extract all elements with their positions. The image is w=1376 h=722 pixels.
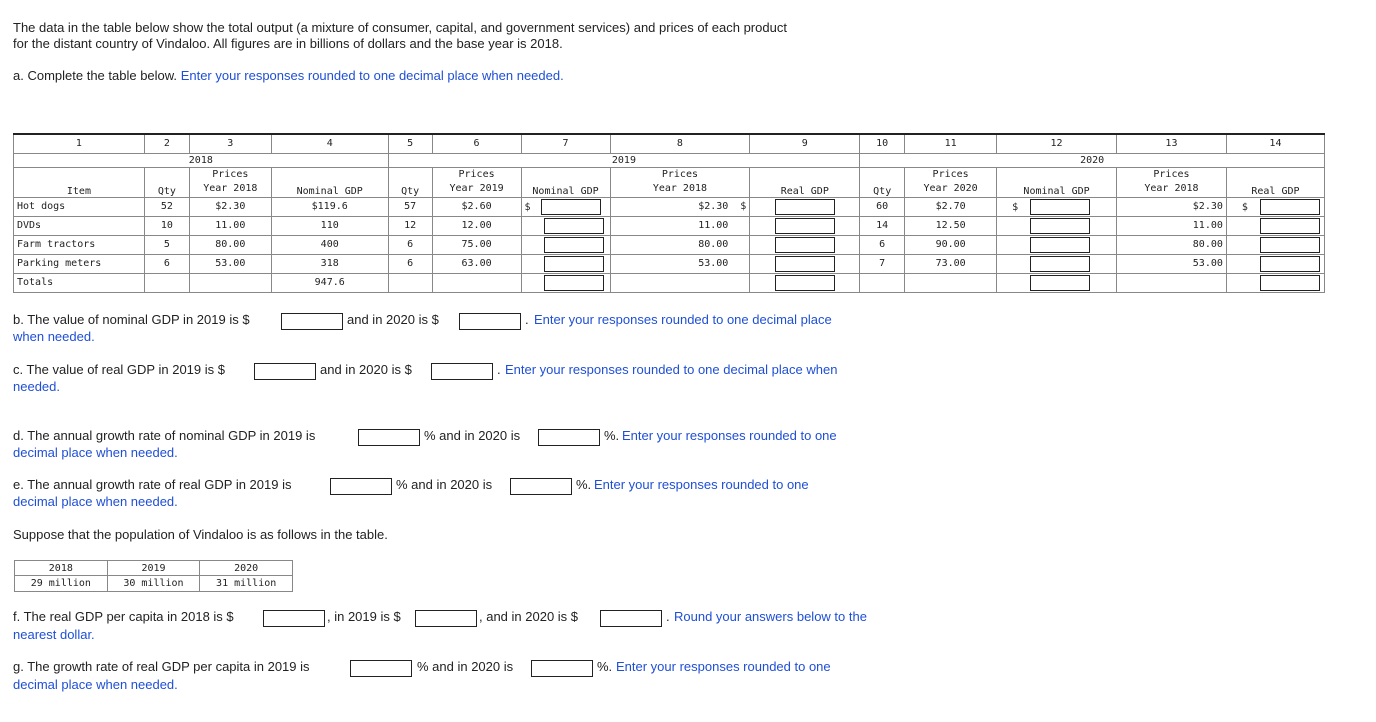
part-e-instruction-2: decimal place when needed. [13, 494, 178, 509]
col-number: 14 [1226, 134, 1324, 153]
population-table [14, 560, 293, 592]
total-nominal-gdp-2020-input[interactable] [1030, 275, 1090, 291]
real-gdp-2019-cell [750, 235, 860, 254]
population-year: 2020 [200, 561, 293, 576]
real-gdp-2019-cell [750, 216, 860, 235]
nominal-gdp-2020-input[interactable] [1030, 237, 1090, 253]
part-d-instruction-2: decimal place when needed. [13, 445, 178, 460]
nominal-gdp-2019-cell [521, 235, 610, 254]
population-year: 2018 [15, 561, 108, 576]
total-nominal-gdp-2019-input[interactable] [544, 275, 604, 291]
price-2018: $2.30 [189, 197, 271, 216]
qty-2018: 10 [144, 216, 189, 235]
price-2018-b: 11.00 [610, 216, 750, 235]
part-f-prefix: f. The real GDP per capita in 2018 is $ [13, 609, 234, 624]
table-row [14, 235, 1325, 254]
part-c-suffix: . [497, 362, 501, 377]
part-f-mid1: , in 2019 is $ [327, 609, 401, 624]
price-2020: 90.00 [905, 235, 997, 254]
price-2018: 53.00 [189, 254, 271, 273]
totals-label: Totals [14, 273, 145, 292]
col-number: 5 [388, 134, 432, 153]
qty-2018: 5 [144, 235, 189, 254]
col-number: 6 [432, 134, 521, 153]
gdp-table [13, 133, 1325, 293]
total-real-gdp-2020-input[interactable] [1260, 275, 1320, 291]
nominal-gdp-2018: 318 [271, 254, 388, 273]
col-number: 3 [189, 134, 271, 153]
year-group-2018: 2018 [14, 153, 389, 167]
nominal-gdp-2018: 400 [271, 235, 388, 254]
qty-2019: 6 [388, 235, 432, 254]
price-2018: 80.00 [189, 235, 271, 254]
table-row [14, 216, 1325, 235]
real-growth-2020-answer[interactable] [510, 478, 572, 495]
item-name: Hot dogs [14, 197, 145, 216]
nominal-gdp-2020-cell: $ [997, 197, 1117, 216]
intro-line-2: for the distant country of Vindaloo. All figures are in billions of dollars and the base year is 2018. [13, 36, 563, 51]
part-b-prefix: b. The value of nominal GDP in 2019 is $ [13, 312, 250, 327]
header-prices-2020: Prices Year 2020 [905, 167, 997, 197]
part-d-middle: % and in 2020 is [424, 428, 521, 443]
part-g-instruction-1: Enter your responses rounded to one [616, 659, 831, 674]
nominal-gdp-2019-input[interactable] [544, 218, 604, 234]
part-d-instruction-1: Enter your responses rounded to one [622, 428, 837, 443]
qty-2019: 12 [388, 216, 432, 235]
nominal-gdp-2020-cell [997, 235, 1117, 254]
part-a-label [13, 67, 564, 84]
price-2018-b: 53.00 [610, 254, 750, 273]
header-qty: Qty [388, 167, 432, 197]
price-2020: 12.50 [905, 216, 997, 235]
price-2018-c: 11.00 [1117, 216, 1227, 235]
part-b-middle: and in 2020 is $ [347, 312, 439, 327]
part-c-middle: and in 2020 is $ [320, 362, 412, 377]
nominal-gdp-2020-input[interactable] [1030, 199, 1090, 215]
population-intro: Suppose that the population of Vindaloo is as follows in the table. [13, 527, 388, 542]
real-gdp-2019-cell [750, 254, 860, 273]
price-2019: $2.60 [432, 197, 521, 216]
part-g-instruction-2: decimal place when needed. [13, 677, 178, 692]
year-group-2020: 2020 [860, 153, 1325, 167]
price-2018-c: 53.00 [1117, 254, 1227, 273]
total-real-gdp-2020-cell [1226, 273, 1324, 292]
price-2019: 63.00 [432, 254, 521, 273]
price-2019: 12.00 [432, 216, 521, 235]
part-c-instruction-1: Enter your responses rounded to one decimal place when [505, 362, 838, 377]
population-value: 30 million [107, 576, 200, 592]
nominal-gdp-2020-answer[interactable] [459, 313, 521, 330]
header-nominal-gdp: Nominal GDP [997, 167, 1117, 197]
real-gdp-2020-cell [1226, 235, 1324, 254]
nominal-gdp-2020-input[interactable] [1030, 256, 1090, 272]
part-f-instruction-1: Round your answers below to the [674, 609, 867, 624]
qty-2020: 6 [860, 235, 905, 254]
qty-2018: 6 [144, 254, 189, 273]
header-real-gdp: Real GDP [1226, 167, 1324, 197]
col-number: 10 [860, 134, 905, 153]
table-row [14, 197, 1325, 216]
qty-2019: 6 [388, 254, 432, 273]
year-group-2019: 2019 [388, 153, 860, 167]
table-row [14, 254, 1325, 273]
header-prices-2018: Prices Year 2018 [610, 167, 750, 197]
price-2018: 11.00 [189, 216, 271, 235]
price-2018-c: 80.00 [1117, 235, 1227, 254]
price-2018-c: $2.30 [1117, 197, 1227, 216]
header-prices-2018: Prices Year 2018 [189, 167, 271, 197]
nominal-gdp-2019-input[interactable] [544, 256, 604, 272]
item-name: Farm tractors [14, 235, 145, 254]
qty-2019: 57 [388, 197, 432, 216]
col-number: 8 [610, 134, 750, 153]
price-2020: $2.70 [905, 197, 997, 216]
per-capita-growth-2020-answer[interactable] [531, 660, 593, 677]
col-number: 9 [750, 134, 860, 153]
header-qty: Qty [860, 167, 905, 197]
header-row [14, 167, 1325, 197]
nominal-gdp-2019-cell [521, 216, 610, 235]
nominal-gdp-2018: 110 [271, 216, 388, 235]
nominal-gdp-2020-cell [997, 216, 1117, 235]
real-gdp-2020-answer[interactable] [431, 363, 493, 380]
qty-2018: 52 [144, 197, 189, 216]
real-gdp-2019-input[interactable] [775, 199, 835, 215]
part-c-prefix: c. The value of real GDP in 2019 is $ [13, 362, 225, 377]
part-d-suffix: %. [604, 428, 620, 443]
item-name: Parking meters [14, 254, 145, 273]
total-real-gdp-2019-input[interactable] [775, 275, 835, 291]
col-number: 2 [144, 134, 189, 153]
item-name: DVDs [14, 216, 145, 235]
real-gdp-2019-answer[interactable] [254, 363, 316, 380]
col-number: 11 [905, 134, 997, 153]
part-g-middle: % and in 2020 is [417, 659, 514, 674]
real-gdp-2020-cell [1226, 254, 1324, 273]
part-f-instruction-2: nearest dollar. [13, 627, 95, 642]
real-gdp-2019-cell [750, 197, 860, 216]
nominal-gdp-2019-input[interactable] [541, 199, 601, 215]
per-capita-growth-2019-answer[interactable] [350, 660, 412, 677]
real-gdp-2020-input[interactable] [1260, 237, 1320, 253]
column-number-row [14, 134, 1325, 153]
total-real-gdp-2019-cell [750, 273, 860, 292]
real-gdp-2019-input[interactable] [775, 218, 835, 234]
part-e-instruction-1: Enter your responses rounded to one [594, 477, 809, 492]
total-nominal-gdp-2020-cell [997, 273, 1117, 292]
part-b-instruction-1: Enter your responses rounded to one decimal place [534, 312, 832, 327]
header-qty: Qty [144, 167, 189, 197]
part-g-prefix: g. The growth rate of real GDP per capita in 2019 is [13, 659, 310, 674]
population-value: 31 million [200, 576, 293, 592]
qty-2020: 7 [860, 254, 905, 273]
part-d-prefix: d. The annual growth rate of nominal GDP in 2019 is [13, 428, 316, 443]
population-value: 29 million [15, 576, 108, 592]
real-gdp-2020-input[interactable] [1260, 199, 1320, 215]
real-gdp-2020-input[interactable] [1260, 256, 1320, 272]
total-nominal-gdp-2019-cell [521, 273, 610, 292]
nominal-growth-2019-answer[interactable] [358, 429, 420, 446]
real-gdp-per-capita-2018-answer[interactable] [263, 610, 325, 627]
nominal-gdp-2018: $119.6 [271, 197, 388, 216]
part-f-suffix: . [666, 609, 670, 624]
population-year: 2019 [107, 561, 200, 576]
col-number: 13 [1117, 134, 1227, 153]
price-2020: 73.00 [905, 254, 997, 273]
header-item: Item [14, 167, 145, 197]
col-number: 1 [14, 134, 145, 153]
nominal-gdp-2019-cell: $ [521, 197, 610, 216]
intro-line-1: The data in the table below show the total output (a mixture of consumer, capital, and government services) and prices of each product [13, 20, 787, 35]
part-a-instruction: Enter your responses rounded to one decimal place when needed. [180, 68, 564, 83]
header-prices-2018: Prices Year 2018 [1117, 167, 1227, 197]
header-nominal-gdp: Nominal GDP [521, 167, 610, 197]
qty-2020: 14 [860, 216, 905, 235]
part-e-middle: % and in 2020 is [396, 477, 493, 492]
totals-row [14, 273, 1325, 292]
real-gdp-2020-input[interactable] [1260, 218, 1320, 234]
part-a-prefix: a. Complete the table below. [13, 68, 178, 83]
real-gdp-2019-input[interactable] [775, 256, 835, 272]
part-b-instruction-2: when needed. [13, 329, 95, 344]
part-f-mid2: , and in 2020 is $ [479, 609, 579, 624]
real-gdp-per-capita-2019-answer[interactable] [415, 610, 477, 627]
col-number: 4 [271, 134, 388, 153]
nominal-gdp-2019-cell [521, 254, 610, 273]
population-year-row [15, 561, 293, 576]
price-2019: 75.00 [432, 235, 521, 254]
total-nominal-gdp-2018: 947.6 [271, 273, 388, 292]
part-g-suffix: %. [597, 659, 613, 674]
year-group-row [14, 153, 1325, 167]
col-number: 7 [521, 134, 610, 153]
header-nominal-gdp: Nominal GDP [271, 167, 388, 197]
nominal-gdp-2019-input[interactable] [544, 237, 604, 253]
real-gdp-2019-input[interactable] [775, 237, 835, 253]
qty-2020: 60 [860, 197, 905, 216]
real-gdp-per-capita-2020-answer[interactable] [600, 610, 662, 627]
nominal-gdp-2020-input[interactable] [1030, 218, 1090, 234]
header-real-gdp: Real GDP [750, 167, 860, 197]
price-2018-b: 80.00 [610, 235, 750, 254]
real-gdp-2020-cell [1226, 216, 1324, 235]
real-gdp-2020-cell: $ [1226, 197, 1324, 216]
part-b-suffix: . [525, 312, 529, 327]
nominal-gdp-2020-cell [997, 254, 1117, 273]
header-prices-2019: Prices Year 2019 [432, 167, 521, 197]
part-c-instruction-2: needed. [13, 379, 60, 394]
price-2018-b: $2.30 $ [610, 197, 750, 216]
population-value-row [15, 576, 293, 592]
nominal-growth-2020-answer[interactable] [538, 429, 600, 446]
real-growth-2019-answer[interactable] [330, 478, 392, 495]
col-number: 12 [997, 134, 1117, 153]
part-e-suffix: %. [576, 477, 592, 492]
nominal-gdp-2019-answer[interactable] [281, 313, 343, 330]
part-e-prefix: e. The annual growth rate of real GDP in 2019 is [13, 477, 292, 492]
